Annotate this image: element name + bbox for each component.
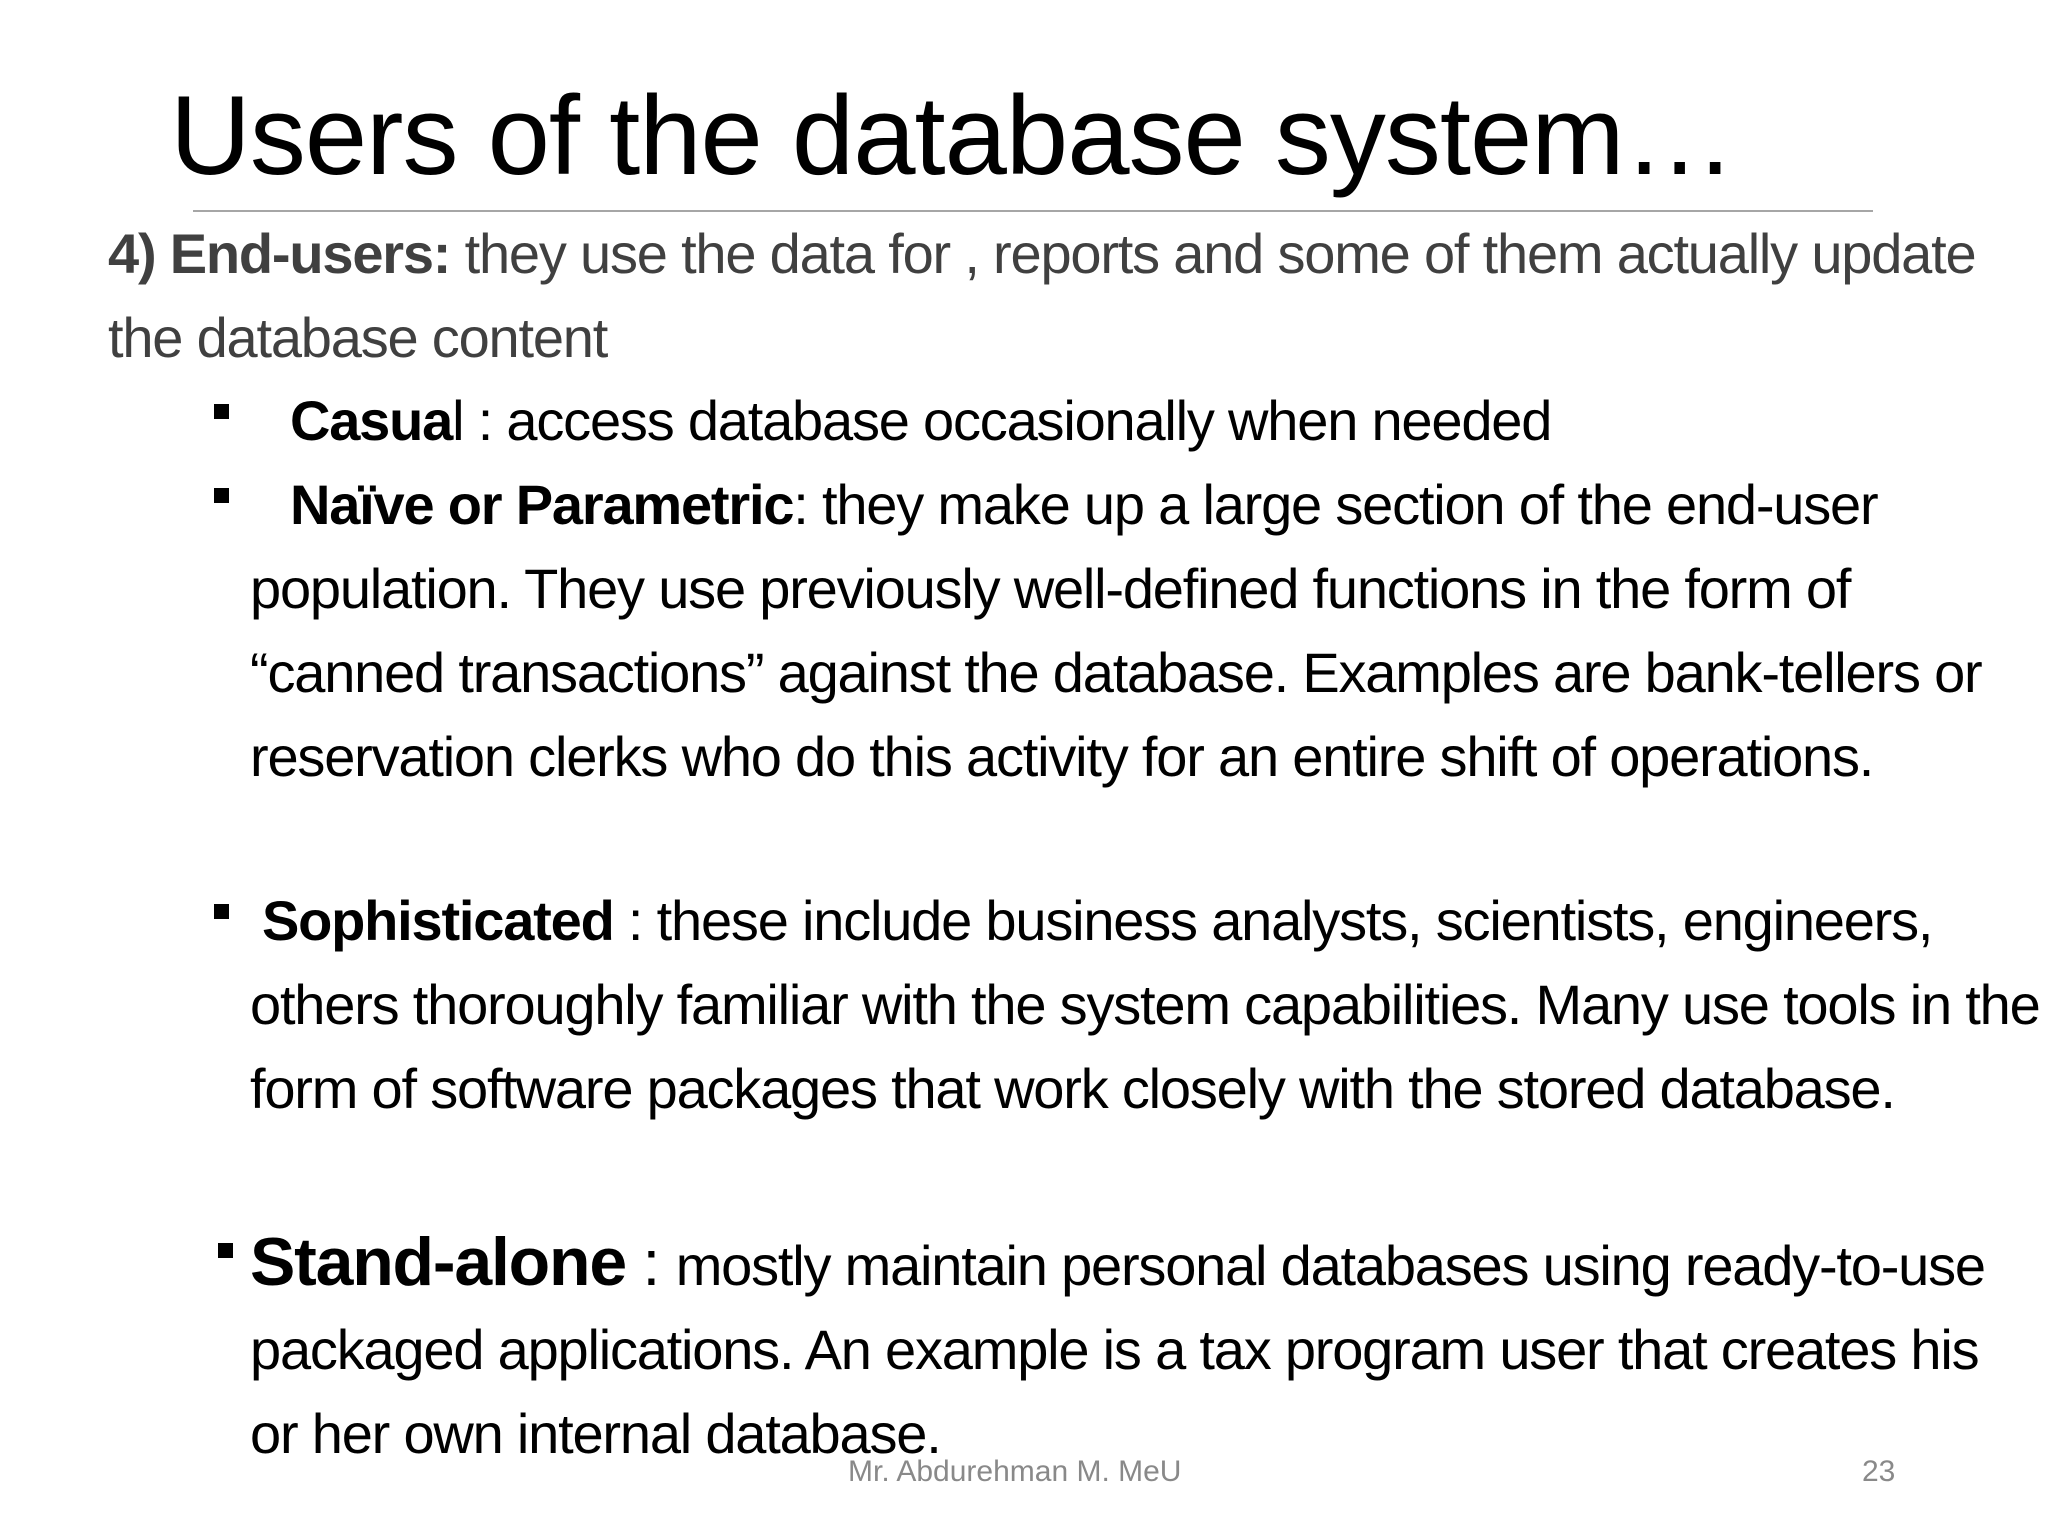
bullet-term: Casua: [290, 389, 453, 452]
bullet-term: Sophisticated: [262, 889, 614, 952]
bullet-term-rest: l: [452, 389, 464, 452]
intro-text: they use the data for , reports and some of them actually update the database content: [108, 222, 1976, 369]
bullet-item-naive: [250, 463, 2040, 799]
bullet-text: : they make up a large section of the end-user population. They use previously well-defined functions in the form of “canned transactions” against the database. Examples are bank-tellers or reservation clerks who do this activity for an entire shift of operations.: [250, 473, 1982, 788]
bullet-text: : these include business analysts, scientists, engineers, others thoroughly familiar with the system capabilities. Many use tools in the form of software packages that work closely with the stored database.: [250, 889, 2040, 1120]
bullet-term: Naïve or Parametric: [290, 473, 794, 536]
bullet-item-standalone: [250, 1220, 2040, 1476]
bullet-item-casual: [250, 379, 2040, 463]
bullet-marker-icon: [214, 488, 229, 503]
bullet-term: Stand-alone: [250, 1224, 626, 1300]
bullet-separator: :: [625, 1227, 676, 1299]
intro-label: 4) End-users:: [108, 222, 451, 285]
bullet-text: mostly maintain personal databases using ready-to-use packaged applications. An example is a tax program user that creates his or her own internal database.: [250, 1234, 1985, 1465]
footer-author: Mr. Abdurehman M. MeU: [848, 1455, 1182, 1488]
slide-number: 23: [1862, 1455, 1896, 1488]
intro-paragraph: [108, 212, 2008, 380]
bullet-text: : access database occasionally when needed: [463, 389, 1552, 452]
bullet-marker-icon: [214, 904, 229, 919]
bullet-item-sophisticated: [250, 879, 2040, 1131]
bullet-marker-icon: [214, 404, 229, 419]
bullet-marker-icon: [218, 1243, 233, 1258]
slide-title: Users of the database system…: [170, 73, 1735, 198]
